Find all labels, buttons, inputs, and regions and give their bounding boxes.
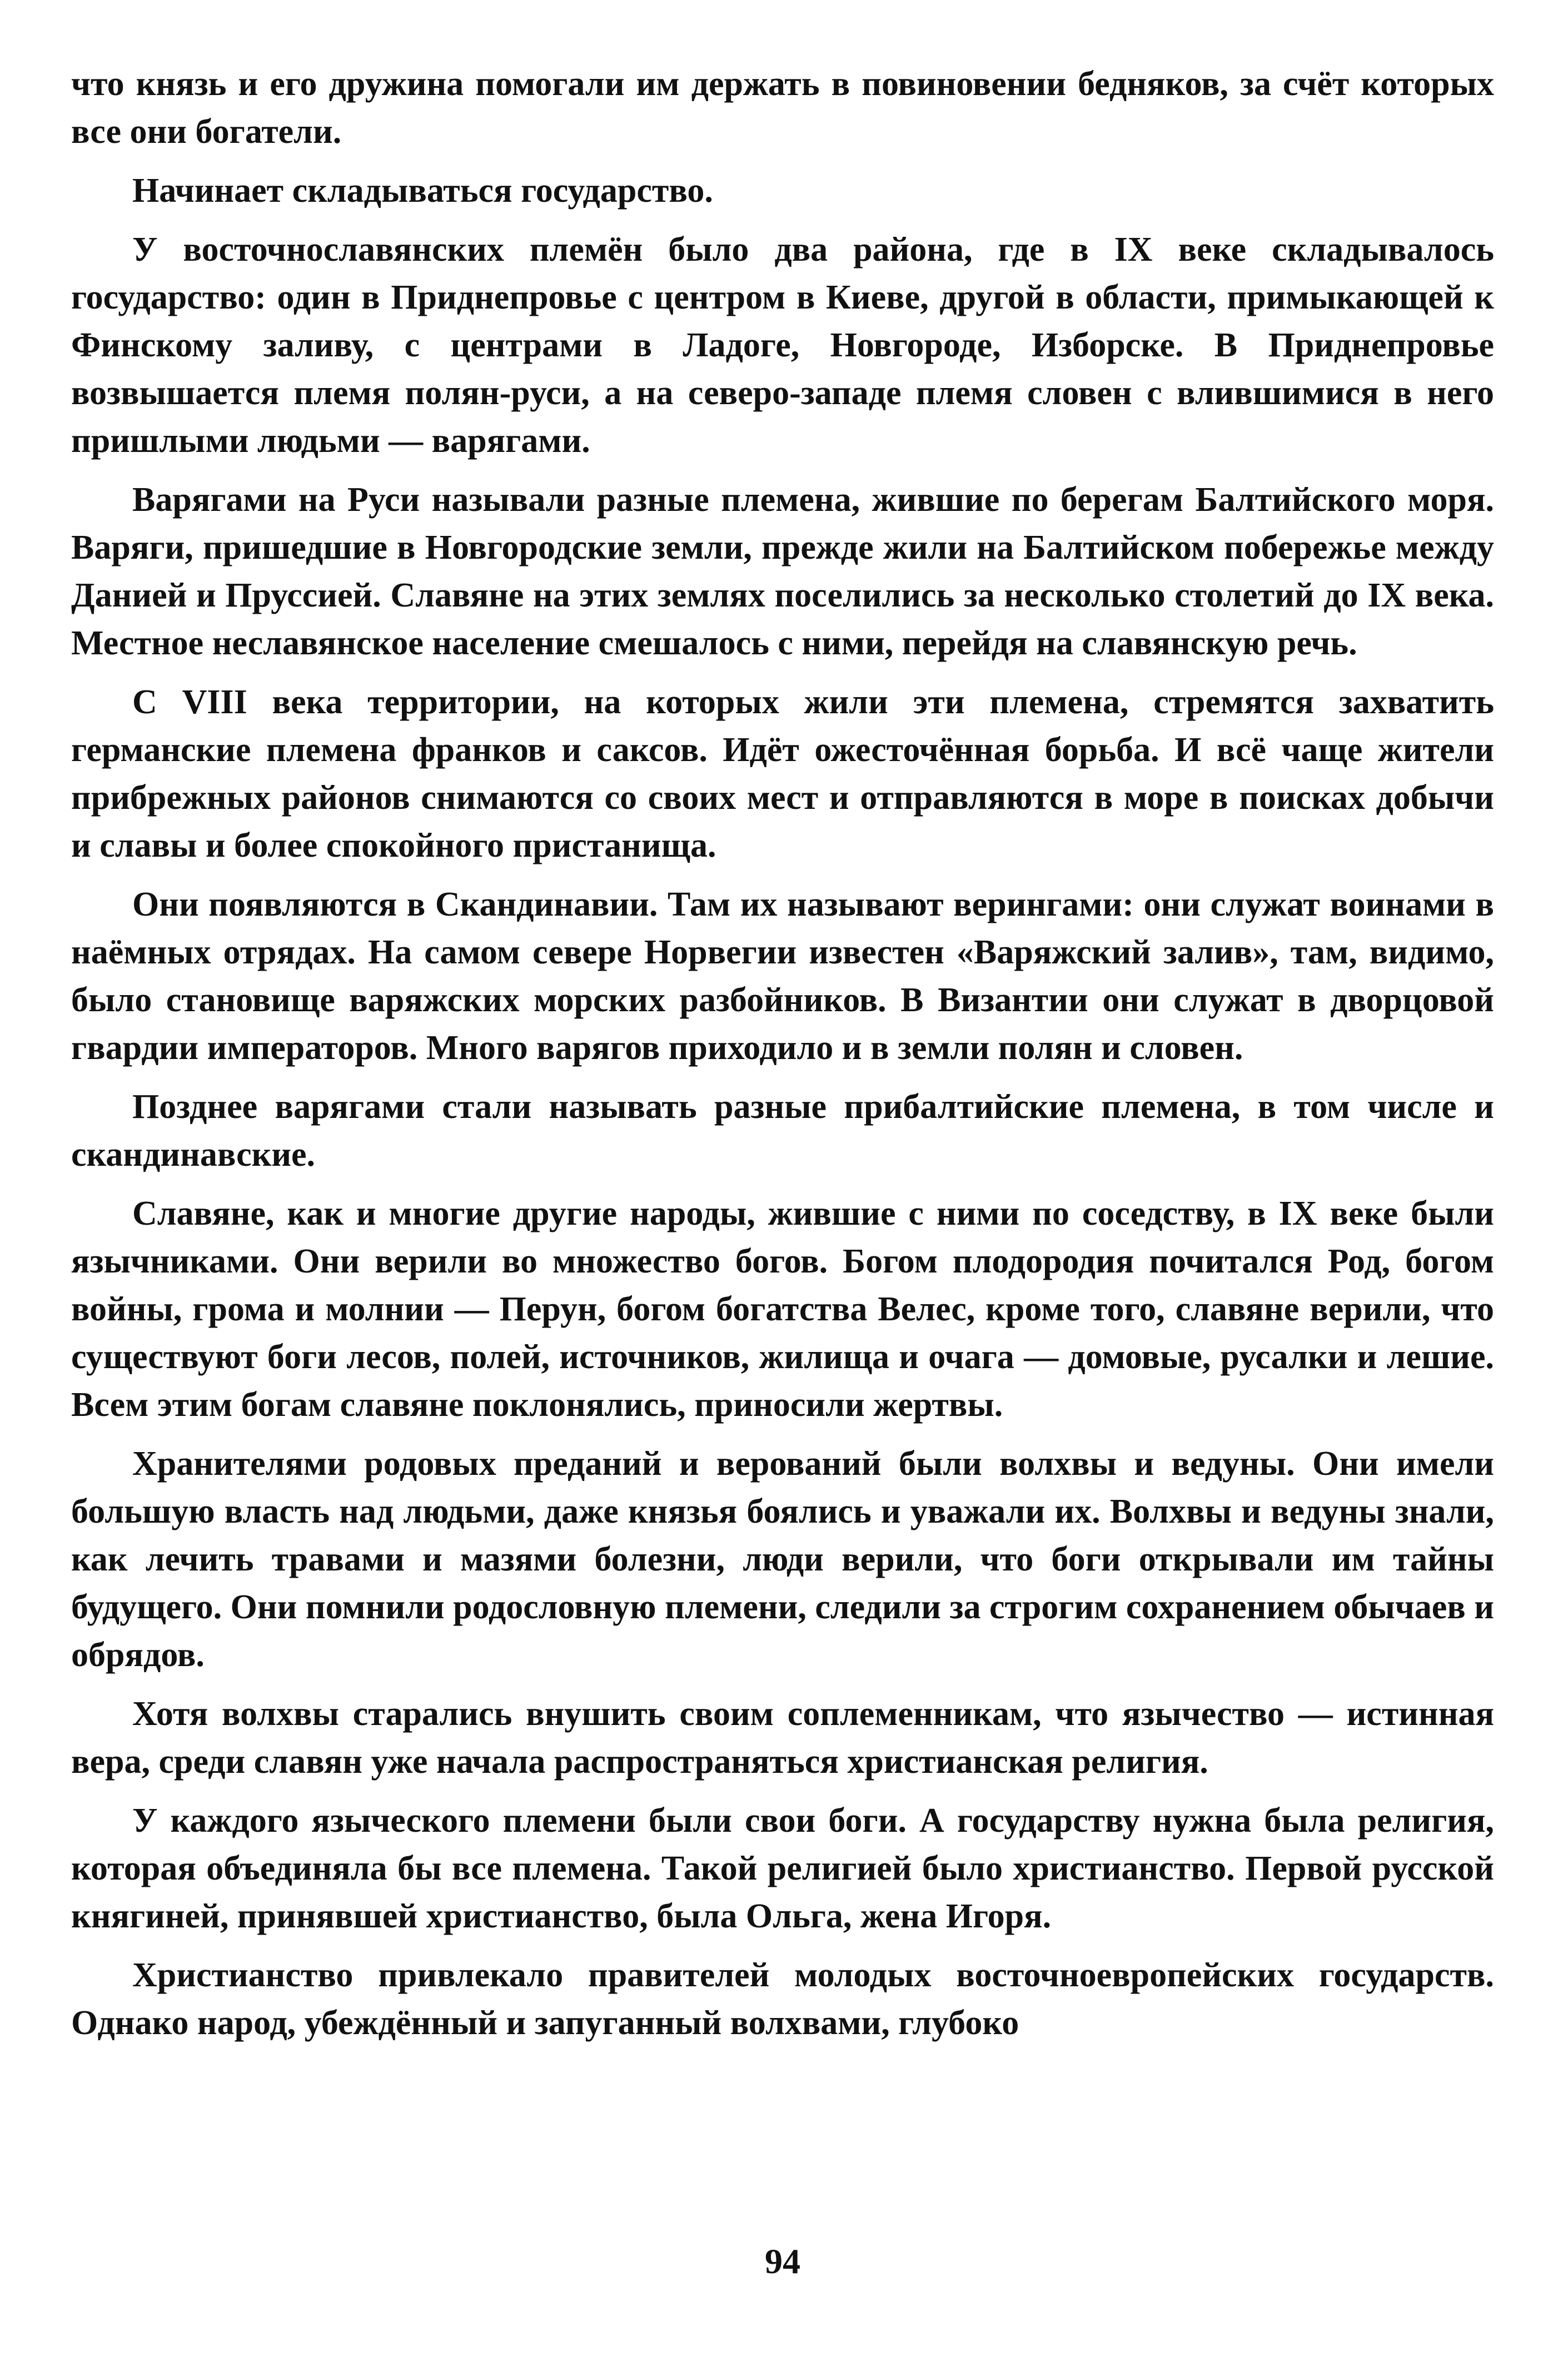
paragraph-1: что князь и его дружина помогали им держать в повиновении бедняков, за счёт которых все они богатели. — [71, 65, 1494, 151]
paragraph-3: У восточнославянских племён было два района, где в IX веке складывалось государство: один в Приднепровье с центром в Киеве, другой в области, примыкающей к Финскому заливу, с центрами в Ладоге, Новгороде, Изборске. В Приднепровье возвышается племя полян-руси, а на северо-западе племя словен с влившимися в него пришлыми людьми — варягами. — [71, 231, 1494, 460]
book-page — [71, 60, 1494, 2306]
page-number: 94 — [765, 2241, 800, 2281]
paragraph-12: Христианство привлекало правителей молодых восточноевропейских государств. Однако народ, убеждённый и запуганный волхвами, глубоко — [71, 1956, 1494, 2042]
paragraph-7: Позднее варягами стали называть разные прибалтийские племена, в том числе и скандинавские. — [71, 1088, 1494, 1174]
paragraph-8: Славяне, как и многие другие народы, жившие с ними по соседству, в IX веке были язычниками. Они верили во множество богов. Богом плодородия почитался Род, богом войны, грома и молнии — Перун, богом богатства Велес, кроме того, славяне верили, что существуют боги лесов, полей, источников, жилища и очага — домовые, русалки и лешие. Всем этим богам славяне поклонялись, приносили жертвы. — [71, 1195, 1494, 1424]
paragraph-11: У каждого языческого племени были свои боги. А государству нужна была религия, которая объединяла бы все племена. Такой религией было христианство. Первой русской княгиней, принявшей христианство, была Ольга, жена Игоря. — [71, 1802, 1494, 1935]
paragraph-4: Варягами на Руси называли разные племена, жившие по берегам Балтийского моря. Варяги, пришедшие в Новгородские земли, прежде жили на Балтийском побережье между Данией и Пруссией. Славяне на этих землях поселились за несколько столетий до IX века. Местное неславянское население смешалось с ними, перейдя на славянскую речь. — [71, 481, 1494, 662]
paragraph-9: Хранителями родовых преданий и верований были волхвы и ведуны. Они имели большую власть над людьми, даже князья боялись и уважали их. Волхвы и ведуны знали, как лечить травами и мазями болезни, люди верили, что боги открывали им тайны будущего. Они помнили родословную племени, следили за строгим сохранением обычаев и обрядов. — [71, 1445, 1494, 1674]
paragraph-6: Они появляются в Скандинавии. Там их называют верингами: они служат воинами в наёмных отрядах. На самом севере Норвегии известен «Варяжский залив», там, видимо, было становище варяжских морских разбойников. В Византии они служат в дворцовой гвардии императоров. Много варягов приходило и в земли полян и словен. — [71, 886, 1494, 1067]
paragraph-2: Начинает складываться государство. — [132, 172, 713, 210]
paragraph-10: Хотя волхвы старались внушить своим соплеменникам, что язычество — истинная вера, среди славян уже начала распространяться христианская религия. — [71, 1695, 1494, 1781]
paragraph-5: С VIII века территории, на которых жили эти племена, стремятся захватить германские племена франков и саксов. Идёт ожесточённая борьба. И всё чаще жители прибрежных районов снимаются со своих мест и отправляются в море в поисках добычи и славы и более спокойного пристанища. — [71, 683, 1494, 864]
